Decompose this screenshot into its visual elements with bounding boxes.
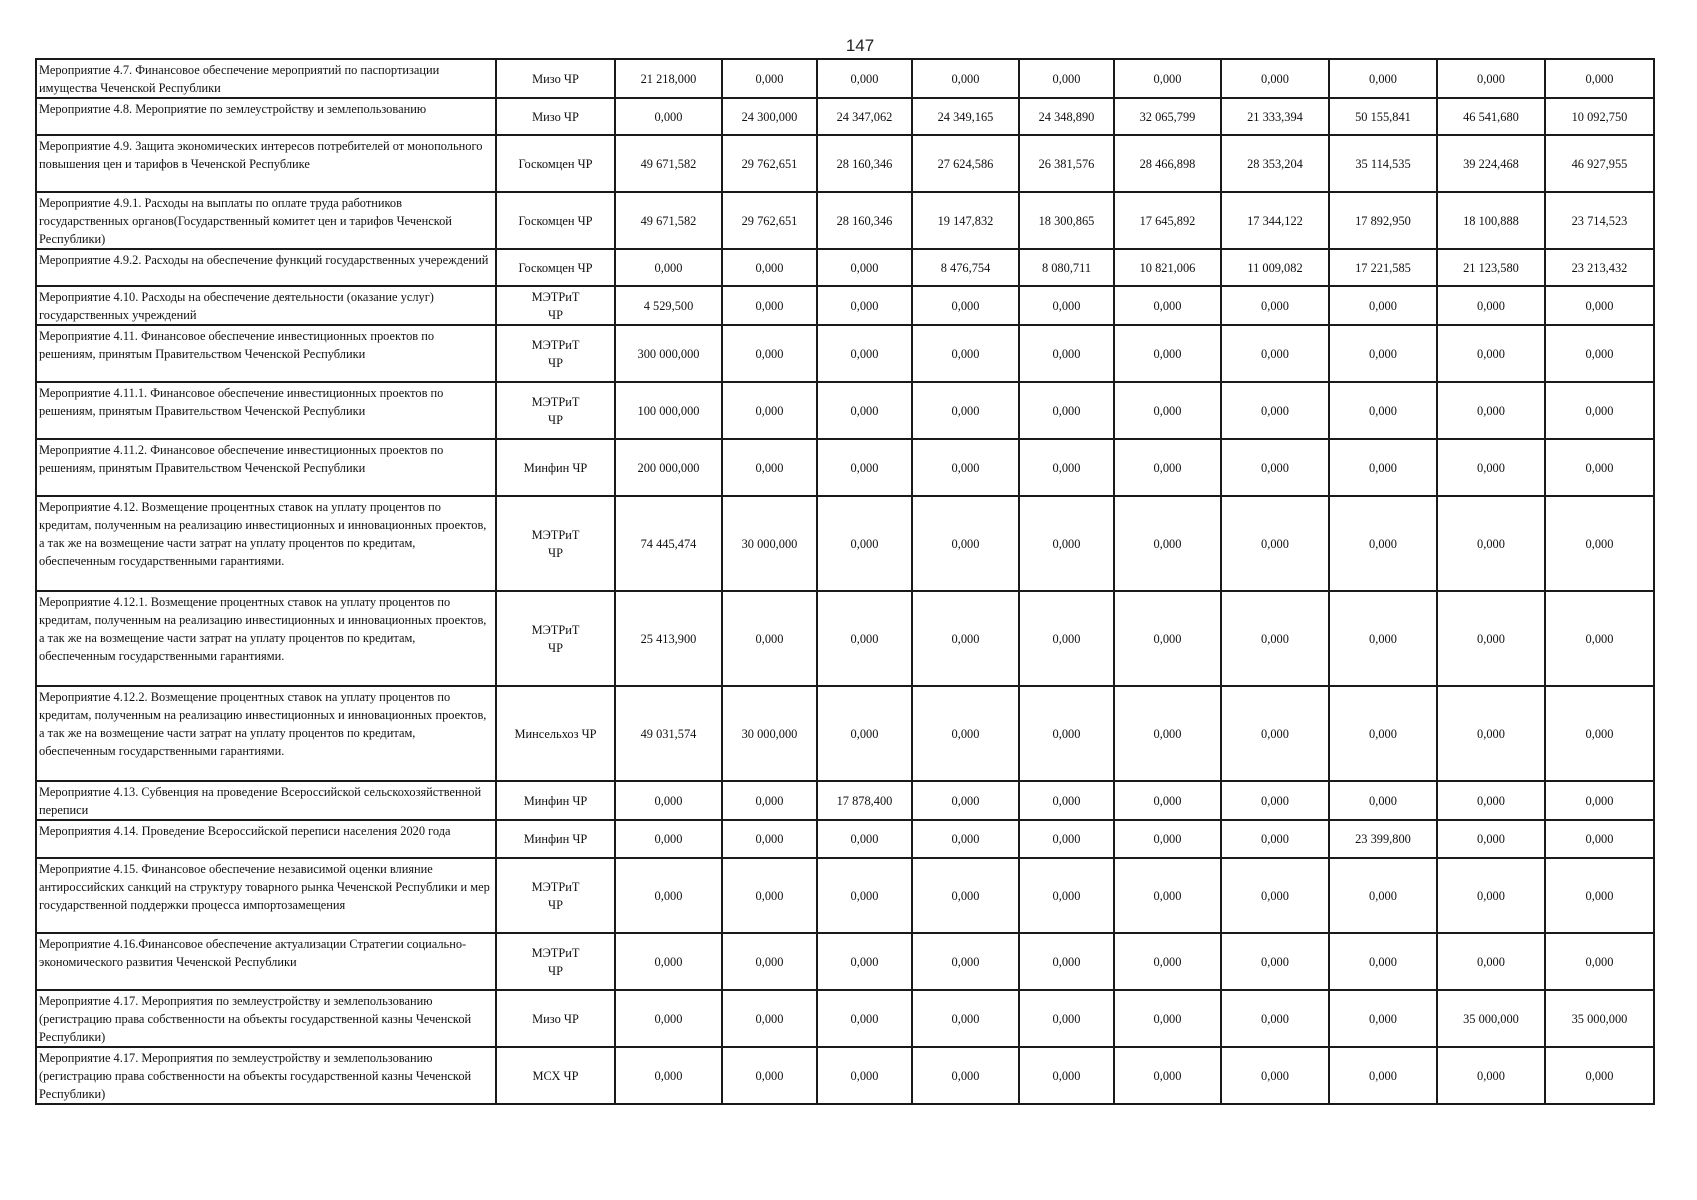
executor-label: Мизо ЧР: [532, 109, 579, 124]
amount-cell: 0,000: [1114, 820, 1221, 858]
amount-cell: 28 160,346: [817, 192, 912, 249]
amount-cell: 10 092,750: [1545, 98, 1654, 135]
table-row: [36, 1047, 1654, 1104]
amount-cell: 0,000: [817, 591, 912, 686]
amount-cell: 0,000: [1437, 686, 1545, 781]
table-row: [36, 192, 1654, 249]
amount-cell: 0,000: [817, 286, 912, 325]
table-row: [36, 135, 1654, 192]
amount-cell: 28 466,898: [1114, 135, 1221, 192]
budget-table: [35, 58, 1655, 1105]
executor-label: МЭТРиТ ЧР: [531, 394, 580, 427]
amount-cell: 0,000: [1114, 286, 1221, 325]
amount-cell: 0,000: [1437, 820, 1545, 858]
amount-cell: 0,000: [1019, 382, 1114, 439]
amount-cell: 0,000: [722, 439, 817, 496]
amount-cell: 0,000: [817, 858, 912, 933]
amount-cell: 29 762,651: [722, 192, 817, 249]
amount-cell: 0,000: [1114, 325, 1221, 382]
amount-cell: 11 009,082: [1221, 249, 1329, 286]
amount-cell: 0,000: [1437, 591, 1545, 686]
amount-cell: 17 878,400: [817, 781, 912, 820]
amount-cell: 0,000: [615, 820, 722, 858]
activity-name-cell: Мероприятие 4.11.1. Финансовое обеспечение инвестиционных проектов по решениям, принятым Правительством Чеченской Республики: [36, 382, 496, 439]
executor-cell: [496, 1047, 615, 1104]
amount-cell: 8 476,754: [912, 249, 1019, 286]
page-number: 147: [845, 36, 875, 55]
amount-cell: 50 155,841: [1329, 98, 1437, 135]
executor-cell: [496, 990, 615, 1047]
amount-cell: 0,000: [722, 781, 817, 820]
amount-cell: 0,000: [817, 933, 912, 990]
activity-name-cell: Мероприятие 4.8. Мероприятие по землеустройству и землепользованию: [36, 98, 496, 135]
amount-cell: 0,000: [1114, 990, 1221, 1047]
amount-cell: 18 300,865: [1019, 192, 1114, 249]
amount-cell: 0,000: [722, 286, 817, 325]
amount-cell: 0,000: [1329, 858, 1437, 933]
amount-cell: 0,000: [1019, 286, 1114, 325]
activity-name-cell: Мероприятие 4.15. Финансовое обеспечение независимой оценки влияние антироссийских санкций на структуру товарного рынка Чеченской Республики и мер государственной поддержки процесса импортозамещения: [36, 858, 496, 933]
amount-cell: 23 213,432: [1545, 249, 1654, 286]
amount-cell: 0,000: [615, 933, 722, 990]
amount-cell: 0,000: [1545, 781, 1654, 820]
executor-cell: [496, 192, 615, 249]
amount-cell: 0,000: [1437, 286, 1545, 325]
amount-cell: 46 927,955: [1545, 135, 1654, 192]
amount-cell: 0,000: [1437, 382, 1545, 439]
amount-cell: 100 000,000: [615, 382, 722, 439]
amount-cell: 32 065,799: [1114, 98, 1221, 135]
amount-cell: 0,000: [1019, 820, 1114, 858]
amount-cell: 23 399,800: [1329, 820, 1437, 858]
amount-cell: 0,000: [1437, 933, 1545, 990]
amount-cell: 0,000: [1221, 781, 1329, 820]
amount-cell: 0,000: [1437, 496, 1545, 591]
activity-name-cell: Мероприятие 4.9.1. Расходы на выплаты по оплате труда работников государственных органов(Государственный комитет цен и тарифов Чеченской Республики): [36, 192, 496, 249]
amount-cell: 0,000: [1221, 686, 1329, 781]
amount-cell: 17 221,585: [1329, 249, 1437, 286]
table-row: [36, 933, 1654, 990]
executor-cell: [496, 591, 615, 686]
amount-cell: 0,000: [1221, 591, 1329, 686]
amount-cell: 0,000: [1329, 439, 1437, 496]
executor-label: Минфин ЧР: [523, 793, 588, 808]
amount-cell: 0,000: [615, 1047, 722, 1104]
table-row: [36, 781, 1654, 820]
amount-cell: 17 344,122: [1221, 192, 1329, 249]
amount-cell: 0,000: [1114, 591, 1221, 686]
executor-label: Госкомцен ЧР: [518, 156, 593, 171]
amount-cell: 0,000: [722, 820, 817, 858]
amount-cell: 21 333,394: [1221, 98, 1329, 135]
amount-cell: 4 529,500: [615, 286, 722, 325]
activity-name-cell: Мероприятие 4.12.2. Возмещение процентных ставок на уплату процентов по кредитам, полученным на реализацию инвестиционных и инновационных проектов, а так же на возмещение части затрат на уплату процентов по кредитам, обеспеченным государственными гарантиями.: [36, 686, 496, 781]
amount-cell: 0,000: [912, 439, 1019, 496]
table-row: [36, 820, 1654, 858]
amount-cell: 0,000: [722, 858, 817, 933]
amount-cell: 24 347,062: [817, 98, 912, 135]
table-row: [36, 325, 1654, 382]
executor-label: МЭТРиТ ЧР: [531, 879, 580, 912]
executor-cell: [496, 135, 615, 192]
amount-cell: 0,000: [1221, 990, 1329, 1047]
activity-name-cell: Мероприятие 4.12. Возмещение процентных ставок на уплату процентов по кредитам, полученным на реализацию инвестиционных и инновационных проектов, а так же на возмещение части затрат на уплату процентов по кредитам, обеспеченным государственными гарантиями.: [36, 496, 496, 591]
amount-cell: 0,000: [1329, 382, 1437, 439]
amount-cell: 0,000: [615, 781, 722, 820]
table-row: [36, 591, 1654, 686]
executor-cell: [496, 496, 615, 591]
amount-cell: 49 671,582: [615, 135, 722, 192]
executor-cell: [496, 249, 615, 286]
amount-cell: 0,000: [1437, 59, 1545, 98]
amount-cell: 0,000: [1545, 858, 1654, 933]
amount-cell: 30 000,000: [722, 686, 817, 781]
activity-name-cell: Мероприятие 4.7. Финансовое обеспечение мероприятий по паспортизации имущества Чеченской Республики: [36, 59, 496, 98]
amount-cell: 17 645,892: [1114, 192, 1221, 249]
amount-cell: 300 000,000: [615, 325, 722, 382]
amount-cell: 0,000: [1019, 686, 1114, 781]
amount-cell: 0,000: [817, 820, 912, 858]
executor-label: МЭТРиТ ЧР: [531, 945, 580, 978]
amount-cell: 39 224,468: [1437, 135, 1545, 192]
amount-cell: 0,000: [1221, 439, 1329, 496]
amount-cell: 0,000: [1114, 858, 1221, 933]
amount-cell: 0,000: [1114, 1047, 1221, 1104]
amount-cell: 0,000: [1329, 1047, 1437, 1104]
amount-cell: 35 114,535: [1329, 135, 1437, 192]
amount-cell: 0,000: [817, 990, 912, 1047]
amount-cell: 10 821,006: [1114, 249, 1221, 286]
amount-cell: 0,000: [1221, 820, 1329, 858]
amount-cell: 0,000: [1545, 496, 1654, 591]
table-row: [36, 990, 1654, 1047]
amount-cell: 0,000: [817, 325, 912, 382]
amount-cell: 0,000: [1329, 286, 1437, 325]
amount-cell: 25 413,900: [615, 591, 722, 686]
activity-name-cell: Мероприятие 4.12.1. Возмещение процентных ставок на уплату процентов по кредитам, полученным на реализацию инвестиционных и инновационных проектов, а так же на возмещение части затрат на уплату процентов по кредитам, обеспеченным государственными гарантиями.: [36, 591, 496, 686]
amount-cell: 30 000,000: [722, 496, 817, 591]
table-row: [36, 98, 1654, 135]
amount-cell: 0,000: [817, 1047, 912, 1104]
amount-cell: 0,000: [817, 496, 912, 591]
amount-cell: 0,000: [1019, 496, 1114, 591]
amount-cell: 0,000: [912, 858, 1019, 933]
table-row: [36, 858, 1654, 933]
amount-cell: 49 671,582: [615, 192, 722, 249]
executor-label: МЭТРиТ ЧР: [531, 527, 580, 560]
amount-cell: 0,000: [722, 1047, 817, 1104]
amount-cell: 0,000: [1545, 933, 1654, 990]
amount-cell: 0,000: [912, 591, 1019, 686]
amount-cell: 0,000: [1545, 439, 1654, 496]
amount-cell: 0,000: [1329, 325, 1437, 382]
table-row: [36, 382, 1654, 439]
amount-cell: 21 218,000: [615, 59, 722, 98]
amount-cell: 28 160,346: [817, 135, 912, 192]
amount-cell: 0,000: [1019, 59, 1114, 98]
amount-cell: 19 147,832: [912, 192, 1019, 249]
amount-cell: 0,000: [1019, 990, 1114, 1047]
amount-cell: 0,000: [1545, 686, 1654, 781]
activity-name-cell: Мероприятие 4.9. Защита экономических интересов потребителей от монопольного повышения цен и тарифов в Чеченской Республике: [36, 135, 496, 192]
amount-cell: 0,000: [1114, 781, 1221, 820]
amount-cell: 0,000: [912, 820, 1019, 858]
table-row: [36, 439, 1654, 496]
executor-cell: [496, 686, 615, 781]
amount-cell: 0,000: [1545, 1047, 1654, 1104]
amount-cell: 0,000: [912, 990, 1019, 1047]
amount-cell: 0,000: [1019, 439, 1114, 496]
amount-cell: 0,000: [1545, 591, 1654, 686]
executor-cell: [496, 325, 615, 382]
amount-cell: 0,000: [1019, 858, 1114, 933]
executor-label: Госкомцен ЧР: [518, 260, 593, 275]
amount-cell: 0,000: [1114, 496, 1221, 591]
executor-cell: [496, 286, 615, 325]
amount-cell: 0,000: [615, 990, 722, 1047]
amount-cell: 24 348,890: [1019, 98, 1114, 135]
amount-cell: 0,000: [912, 496, 1019, 591]
amount-cell: 0,000: [1019, 325, 1114, 382]
amount-cell: 0,000: [1221, 496, 1329, 591]
amount-cell: 17 892,950: [1329, 192, 1437, 249]
amount-cell: 0,000: [912, 59, 1019, 98]
amount-cell: 35 000,000: [1437, 990, 1545, 1047]
amount-cell: 0,000: [1114, 59, 1221, 98]
activity-name-cell: Мероприятие 4.10. Расходы на обеспечение деятельности (оказание услуг) государственных учреждений: [36, 286, 496, 325]
executor-label: МЭТРиТ ЧР: [531, 289, 580, 322]
executor-label: Мизо ЧР: [532, 1011, 579, 1026]
amount-cell: 0,000: [912, 286, 1019, 325]
amount-cell: 200 000,000: [615, 439, 722, 496]
amount-cell: 0,000: [615, 249, 722, 286]
amount-cell: 27 624,586: [912, 135, 1019, 192]
amount-cell: 0,000: [912, 325, 1019, 382]
executor-cell: [496, 781, 615, 820]
amount-cell: 0,000: [1545, 286, 1654, 325]
amount-cell: 0,000: [1114, 439, 1221, 496]
amount-cell: 0,000: [1329, 990, 1437, 1047]
amount-cell: 0,000: [615, 98, 722, 135]
amount-cell: 0,000: [1329, 496, 1437, 591]
amount-cell: 0,000: [1114, 933, 1221, 990]
amount-cell: 21 123,580: [1437, 249, 1545, 286]
amount-cell: 0,000: [817, 249, 912, 286]
executor-label: Минфин ЧР: [523, 832, 588, 846]
executor-label: Минфин ЧР: [523, 460, 588, 475]
activity-name-cell: Мероприятие 4.13. Субвенция на проведение Всероссийской сельскохозяйственной переписи: [36, 781, 496, 820]
amount-cell: 28 353,204: [1221, 135, 1329, 192]
activity-name-cell: Мероприятие 4.11.2. Финансовое обеспечение инвестиционных проектов по решениям, принятым Правительством Чеченской Республики: [36, 439, 496, 496]
amount-cell: 29 762,651: [722, 135, 817, 192]
executor-label: Госкомцен ЧР: [518, 213, 593, 228]
activity-name-cell: Мероприятие 4.17. Мероприятия по землеустройству и землепользованию (регистрацию права собственности на объекты государственной казны Чеченской Республики): [36, 990, 496, 1047]
amount-cell: 18 100,888: [1437, 192, 1545, 249]
amount-cell: 0,000: [1329, 591, 1437, 686]
amount-cell: 0,000: [817, 439, 912, 496]
amount-cell: 0,000: [1221, 382, 1329, 439]
amount-cell: 0,000: [722, 990, 817, 1047]
amount-cell: 0,000: [1221, 858, 1329, 933]
amount-cell: 0,000: [1019, 933, 1114, 990]
amount-cell: 23 714,523: [1545, 192, 1654, 249]
amount-cell: 0,000: [1437, 325, 1545, 382]
executor-cell: [496, 933, 615, 990]
amount-cell: 24 300,000: [722, 98, 817, 135]
amount-cell: 0,000: [722, 933, 817, 990]
amount-cell: 0,000: [1221, 1047, 1329, 1104]
amount-cell: 0,000: [1437, 1047, 1545, 1104]
executor-cell: [496, 59, 615, 98]
table-row: [36, 59, 1654, 98]
amount-cell: 0,000: [1221, 286, 1329, 325]
amount-cell: 0,000: [1221, 59, 1329, 98]
activity-name-cell: Мероприятия 4.14. Проведение Всероссийской переписи населения 2020 года: [36, 820, 496, 858]
amount-cell: 8 080,711: [1019, 249, 1114, 286]
amount-cell: 0,000: [1114, 686, 1221, 781]
amount-cell: 0,000: [722, 382, 817, 439]
amount-cell: 0,000: [817, 382, 912, 439]
table-row: [36, 686, 1654, 781]
amount-cell: 0,000: [817, 686, 912, 781]
amount-cell: 0,000: [1545, 325, 1654, 382]
amount-cell: 24 349,165: [912, 98, 1019, 135]
amount-cell: 0,000: [722, 59, 817, 98]
amount-cell: 0,000: [912, 781, 1019, 820]
amount-cell: 0,000: [1019, 591, 1114, 686]
amount-cell: 0,000: [1221, 325, 1329, 382]
table-row: [36, 496, 1654, 591]
activity-name-cell: Мероприятие 4.9.2. Расходы на обеспечение функций государственных учереждений: [36, 249, 496, 286]
executor-cell: [496, 858, 615, 933]
amount-cell: 0,000: [817, 59, 912, 98]
amount-cell: 0,000: [1545, 59, 1654, 98]
amount-cell: 0,000: [1545, 820, 1654, 858]
executor-cell: [496, 820, 615, 858]
amount-cell: 0,000: [1437, 858, 1545, 933]
executor-label: Мизо ЧР: [532, 71, 579, 86]
table-body: [36, 59, 1654, 1104]
amount-cell: 0,000: [1329, 686, 1437, 781]
amount-cell: 0,000: [722, 325, 817, 382]
executor-label: МЭТРиТ ЧР: [531, 622, 580, 655]
amount-cell: 49 031,574: [615, 686, 722, 781]
executor-cell: [496, 382, 615, 439]
amount-cell: 0,000: [1114, 382, 1221, 439]
amount-cell: 0,000: [912, 1047, 1019, 1104]
amount-cell: 0,000: [615, 858, 722, 933]
table-row: [36, 249, 1654, 286]
executor-label: Минсельхоз ЧР: [514, 726, 597, 741]
amount-cell: 0,000: [1019, 1047, 1114, 1104]
executor-cell: [496, 98, 615, 135]
amount-cell: 35 000,000: [1545, 990, 1654, 1047]
activity-name-cell: Мероприятие 4.17. Мероприятия по землеустройству и землепользованию (регистрацию права собственности на объекты государственной казны Чеченской Республики): [36, 1047, 496, 1104]
executor-label: МСХ ЧР: [532, 1068, 579, 1083]
amount-cell: 74 445,474: [615, 496, 722, 591]
amount-cell: 0,000: [1329, 59, 1437, 98]
amount-cell: 0,000: [1329, 781, 1437, 820]
amount-cell: 0,000: [1437, 781, 1545, 820]
amount-cell: 0,000: [1329, 933, 1437, 990]
amount-cell: 0,000: [1019, 781, 1114, 820]
amount-cell: 0,000: [722, 249, 817, 286]
executor-label: МЭТРиТ ЧР: [531, 337, 580, 370]
amount-cell: 0,000: [722, 591, 817, 686]
amount-cell: 0,000: [1545, 382, 1654, 439]
activity-name-cell: Мероприятие 4.11. Финансовое обеспечение инвестиционных проектов по решениям, принятым Правительством Чеченской Республики: [36, 325, 496, 382]
amount-cell: 46 541,680: [1437, 98, 1545, 135]
table-row: [36, 286, 1654, 325]
amount-cell: 0,000: [1437, 439, 1545, 496]
amount-cell: 0,000: [912, 686, 1019, 781]
activity-name-cell: Мероприятие 4.16.Финансовое обеспечение актуализации Стратегии социально-экономического развития Чеченской Республики: [36, 933, 496, 990]
executor-cell: [496, 439, 615, 496]
amount-cell: 0,000: [912, 933, 1019, 990]
amount-cell: 26 381,576: [1019, 135, 1114, 192]
amount-cell: 0,000: [1221, 933, 1329, 990]
amount-cell: 0,000: [912, 382, 1019, 439]
